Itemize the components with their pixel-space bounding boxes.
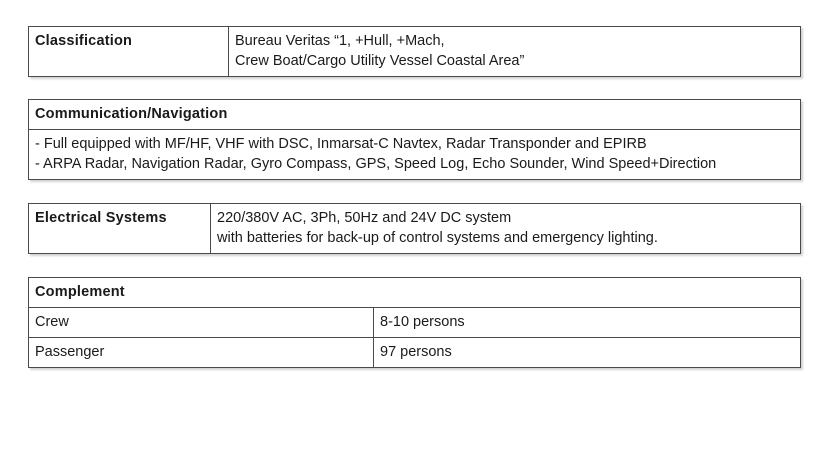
table-row bbox=[29, 204, 801, 254]
spacer-3 bbox=[28, 254, 800, 277]
classification-value-line-1: Bureau Veritas “1, +Hull, +Mach, bbox=[235, 33, 445, 49]
electrical-value-line-1: 220/380V AC, 3Ph, 50Hz and 24V DC system bbox=[217, 210, 512, 226]
table-row bbox=[29, 100, 801, 130]
communication-table bbox=[28, 99, 801, 180]
table-row bbox=[29, 308, 801, 338]
electrical-table bbox=[28, 203, 801, 254]
classification-label: Classification bbox=[29, 27, 229, 77]
communication-body bbox=[29, 130, 801, 180]
electrical-label: Electrical Systems bbox=[29, 204, 211, 254]
complement-crew-label: Crew bbox=[29, 308, 374, 338]
spacer-2 bbox=[28, 180, 800, 203]
table-row bbox=[29, 338, 801, 368]
electrical-value-line-2: with batteries for back-up of control systems and emergency lighting. bbox=[217, 230, 658, 246]
complement-header: Complement bbox=[29, 278, 801, 308]
spec-sheet bbox=[28, 26, 800, 368]
classification-table bbox=[28, 26, 801, 77]
classification-value bbox=[229, 27, 801, 77]
communication-header: Communication/Navigation bbox=[29, 100, 801, 130]
table-row bbox=[29, 27, 801, 77]
complement-passenger-label: Passenger bbox=[29, 338, 374, 368]
complement-crew-value: 8-10 persons bbox=[374, 308, 801, 338]
table-row bbox=[29, 130, 801, 180]
communication-body-line-1: - Full equipped with MF/HF, VHF with DSC, Inmarsat-C Navtex, Radar Transponder and EPIRB bbox=[35, 136, 647, 152]
table-row bbox=[29, 278, 801, 308]
classification-value-line-2: Crew Boat/Cargo Utility Vessel Coastal Area” bbox=[235, 53, 525, 69]
complement-passenger-value: 97 persons bbox=[374, 338, 801, 368]
spacer-1 bbox=[28, 77, 800, 99]
complement-table bbox=[28, 277, 801, 368]
electrical-value bbox=[211, 204, 801, 254]
communication-body-line-2: - ARPA Radar, Navigation Radar, Gyro Compass, GPS, Speed Log, Echo Sounder, Wind Speed+Direction bbox=[35, 156, 717, 172]
